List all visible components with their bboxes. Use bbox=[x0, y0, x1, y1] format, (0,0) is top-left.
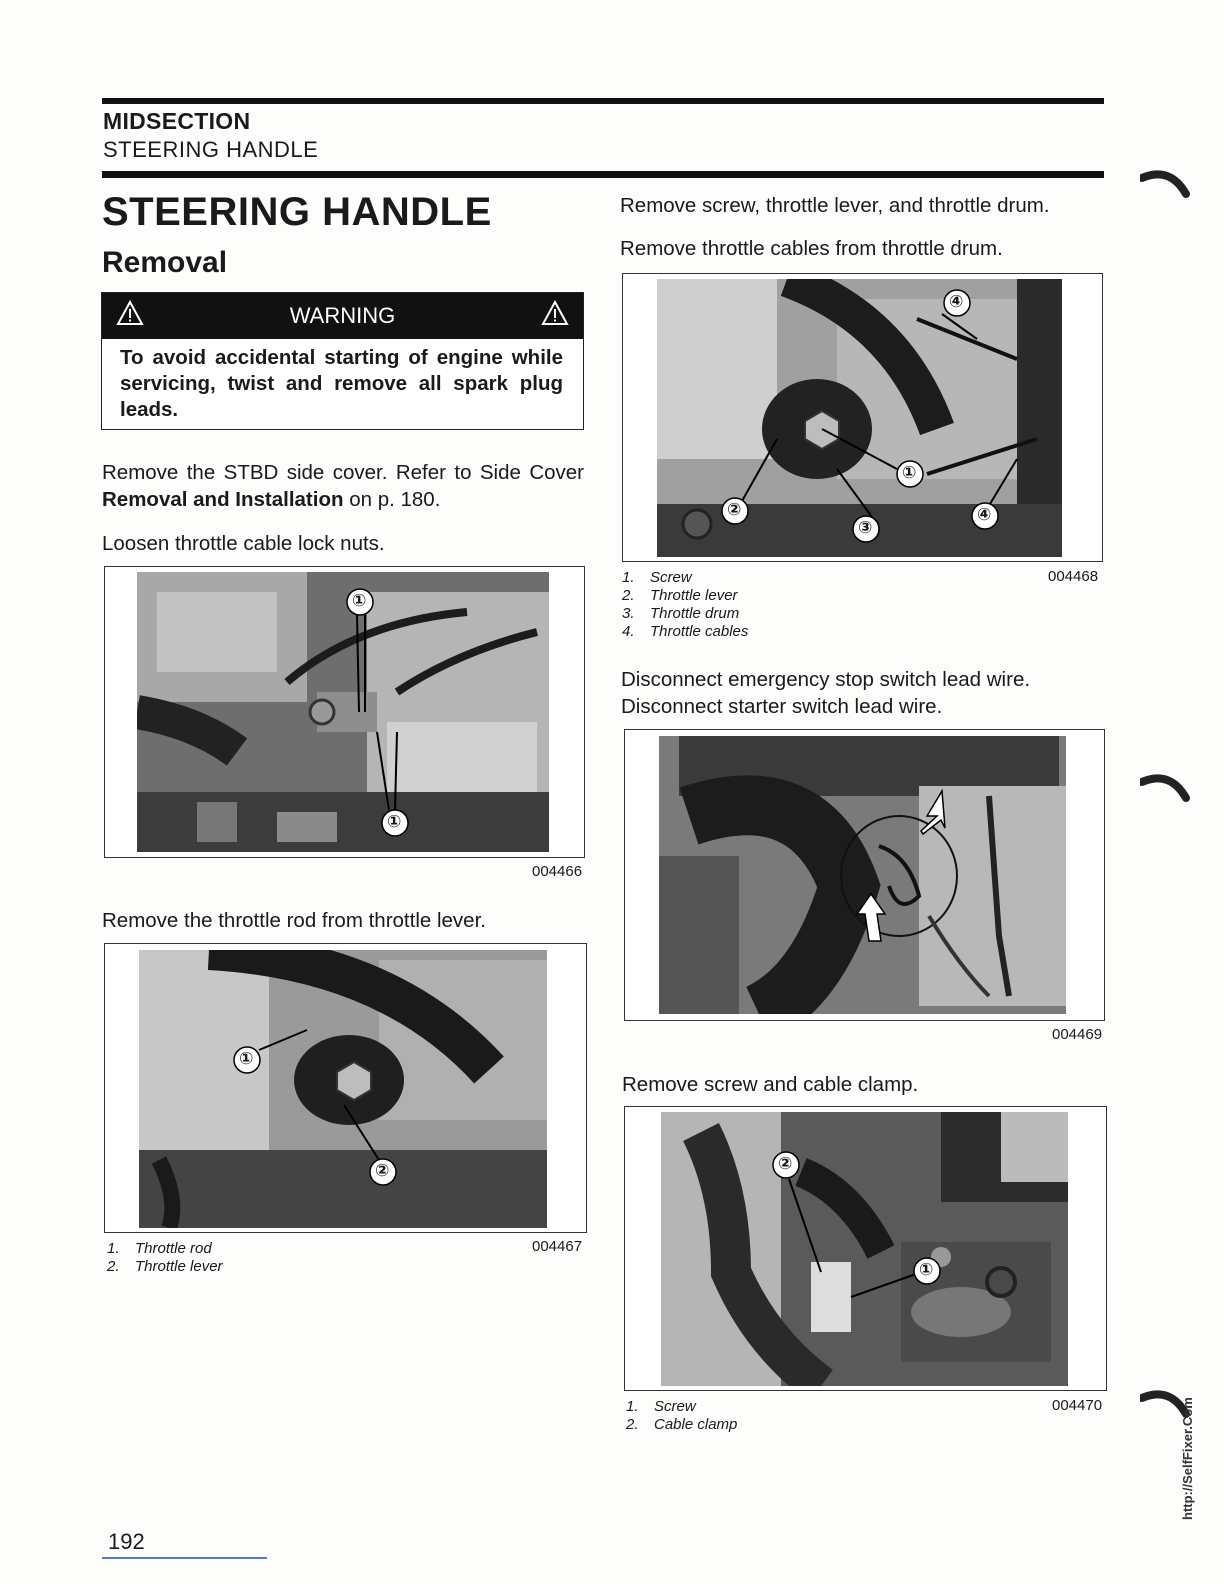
callout-4: ④ bbox=[949, 292, 964, 312]
photo-throttle-rod bbox=[139, 950, 547, 1228]
legend-label: Throttle lever bbox=[650, 587, 738, 604]
legend-number: 2. bbox=[626, 1416, 639, 1433]
legend-item bbox=[626, 1416, 737, 1434]
legend-label: Screw bbox=[654, 1398, 696, 1415]
figure-legend bbox=[107, 1240, 223, 1276]
warning-header bbox=[102, 293, 583, 339]
legend-item bbox=[622, 623, 748, 641]
section-subtitle: Removal bbox=[102, 246, 228, 279]
legend-item bbox=[107, 1240, 223, 1258]
paragraph-text: on p. 180. bbox=[343, 488, 441, 511]
photo-throttle-drum bbox=[657, 279, 1062, 557]
paragraph-text: Remove the STBD side cover. Refer to Side Cover bbox=[102, 461, 584, 484]
legend-number: 3. bbox=[622, 605, 635, 622]
warning-triangle-icon bbox=[541, 300, 569, 332]
subsection-heading: STEERING HANDLE bbox=[103, 137, 319, 162]
callout-1: ① bbox=[239, 1049, 254, 1069]
binder-tab-mark bbox=[1140, 772, 1190, 812]
section-heading: MIDSECTION bbox=[103, 108, 251, 134]
legend-number: 1. bbox=[107, 1240, 120, 1257]
callout-2: ② bbox=[727, 500, 742, 520]
figure-cable-clamp bbox=[624, 1106, 1107, 1391]
figure-number: 004469 bbox=[1052, 1026, 1103, 1043]
figure-throttle-rod bbox=[104, 943, 587, 1233]
callout-1: ① bbox=[902, 463, 917, 483]
figure-throttle-drum bbox=[622, 273, 1103, 562]
warning-box bbox=[101, 292, 584, 430]
figure-number: 004466 bbox=[532, 863, 583, 880]
footer-rule bbox=[102, 1557, 267, 1559]
photo-cable-clamp bbox=[661, 1112, 1068, 1386]
callout-2: ② bbox=[375, 1161, 390, 1181]
paragraph-lock-nuts: Loosen throttle cable lock nuts. bbox=[102, 532, 385, 555]
page-number: 192 bbox=[108, 1529, 145, 1554]
warning-text: To avoid accidental starting of engine while servicing, twist and remove all spark plug leads. bbox=[120, 346, 563, 421]
page-title: STEERING HANDLE bbox=[102, 190, 492, 234]
legend-label: Throttle lever bbox=[135, 1258, 223, 1275]
paragraph-bold-ref: Removal and Installation bbox=[102, 488, 344, 511]
warning-triangle-icon bbox=[116, 300, 144, 332]
header-top-rule bbox=[102, 98, 1104, 104]
callout-1: ① bbox=[352, 591, 367, 611]
legend-number: 1. bbox=[626, 1398, 639, 1415]
legend-item bbox=[622, 569, 748, 587]
legend-label: Throttle cables bbox=[650, 623, 749, 640]
callout-2: ② bbox=[778, 1154, 793, 1174]
paragraph-remove-cables: Remove throttle cables from throttle drum. bbox=[620, 237, 1003, 260]
paragraph-side-cover bbox=[102, 459, 584, 513]
legend-label: Throttle rod bbox=[135, 1240, 212, 1257]
paragraph-disconnect-wires: Disconnect emergency stop switch lead wire. Disconnect starter switch lead wire. bbox=[621, 668, 1031, 718]
figure-number: 004470 bbox=[1052, 1397, 1103, 1414]
callout-3: ③ bbox=[858, 518, 873, 538]
photo-lead-wires bbox=[659, 736, 1066, 1014]
figure-number: 004468 bbox=[1048, 568, 1099, 585]
photo-throttle-cable-nuts bbox=[137, 572, 549, 852]
warning-label: WARNING bbox=[289, 303, 396, 328]
callout-4: ④ bbox=[977, 505, 992, 525]
legend-number: 4. bbox=[622, 623, 635, 640]
paragraph-throttle-rod: Remove the throttle rod from throttle lever. bbox=[102, 909, 486, 932]
legend-label: Cable clamp bbox=[654, 1416, 738, 1433]
figure-legend bbox=[626, 1398, 737, 1434]
legend-item bbox=[107, 1258, 223, 1276]
legend-item bbox=[622, 587, 748, 605]
binder-tab-mark bbox=[1140, 168, 1190, 208]
legend-number: 2. bbox=[622, 587, 635, 604]
figure-legend bbox=[622, 569, 748, 641]
figure-lead-wires bbox=[624, 729, 1105, 1021]
legend-label: Throttle drum bbox=[650, 605, 740, 622]
header-bottom-rule bbox=[102, 171, 1104, 178]
paragraph-remove-clamp: Remove screw and cable clamp. bbox=[622, 1073, 919, 1096]
legend-label: Screw bbox=[650, 569, 692, 586]
callout-1: ① bbox=[387, 812, 402, 832]
paragraph-remove-screw-lever: Remove screw, throttle lever, and throttle drum. bbox=[620, 194, 1050, 217]
figure-number: 004467 bbox=[532, 1238, 583, 1255]
callout-1: ① bbox=[919, 1260, 934, 1280]
legend-item bbox=[626, 1398, 737, 1416]
legend-item bbox=[622, 605, 748, 623]
legend-number: 1. bbox=[622, 569, 635, 586]
watermark-url: http://SelfFixer.Com bbox=[1180, 1397, 1195, 1520]
figure-throttle-cable-nuts bbox=[104, 566, 585, 858]
legend-number: 2. bbox=[107, 1258, 120, 1275]
